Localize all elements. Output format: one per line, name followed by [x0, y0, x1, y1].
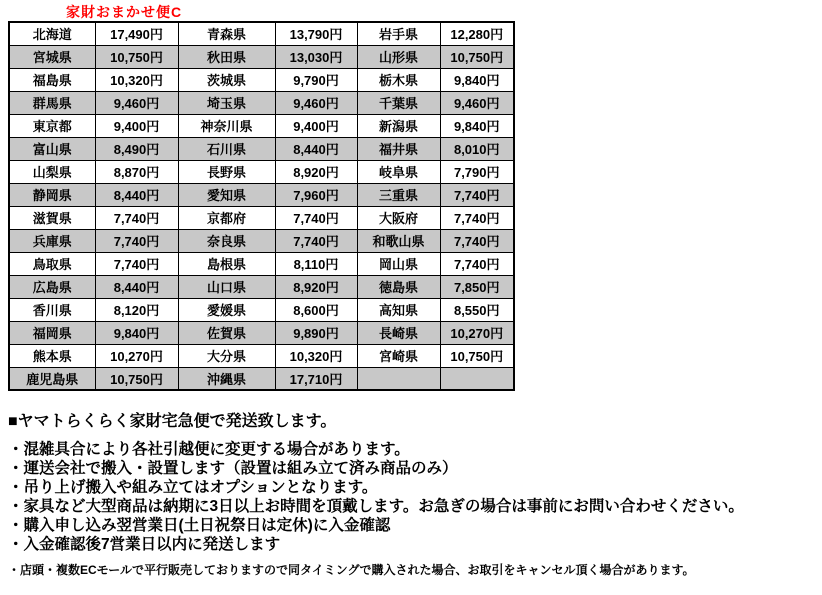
price-cell: 9,460円 — [440, 91, 514, 114]
prefecture-cell: 大阪府 — [357, 206, 440, 229]
price-cell: 10,270円 — [95, 344, 178, 367]
price-cell: 7,740円 — [275, 206, 357, 229]
prefecture-cell: 兵庫県 — [9, 229, 95, 252]
price-cell: 8,600円 — [275, 298, 357, 321]
prefecture-cell: 長野県 — [178, 160, 275, 183]
note-bullet: ・運送会社で搬入・設置します（設置は組み立て済み商品のみ） — [8, 460, 458, 477]
prefecture-cell: 京都府 — [178, 206, 275, 229]
price-cell: 7,740円 — [275, 229, 357, 252]
table-row — [9, 114, 514, 137]
table-row — [9, 298, 514, 321]
table-row — [9, 68, 514, 91]
note-bullet: ・入金確認後7営業日以内に発送します — [8, 536, 281, 553]
price-cell: 10,320円 — [275, 344, 357, 367]
note-bullet: ・家具など大型商品は納期に3日以上お時間を頂戴します。お急ぎの場合は事前にお問い合わせください。 — [8, 498, 744, 515]
table-row — [9, 344, 514, 367]
price-cell: 7,740円 — [440, 206, 514, 229]
price-cell: 8,490円 — [95, 137, 178, 160]
prefecture-cell: 福井県 — [357, 137, 440, 160]
prefecture-cell: 福岡県 — [9, 321, 95, 344]
price-cell: 7,740円 — [440, 183, 514, 206]
prefecture-cell: 山口県 — [178, 275, 275, 298]
prefecture-cell: 宮城県 — [9, 45, 95, 68]
shipping-notes — [8, 413, 816, 577]
prefecture-cell: 福島県 — [9, 68, 95, 91]
price-cell: 7,740円 — [95, 229, 178, 252]
prefecture-cell: 宮崎県 — [357, 344, 440, 367]
prefecture-cell: 新潟県 — [357, 114, 440, 137]
price-cell: 7,850円 — [440, 275, 514, 298]
price-cell: 7,740円 — [95, 206, 178, 229]
prefecture-cell: 愛知県 — [178, 183, 275, 206]
prefecture-cell: 神奈川県 — [178, 114, 275, 137]
prefecture-cell: 茨城県 — [178, 68, 275, 91]
price-cell: 10,750円 — [95, 367, 178, 390]
price-cell: 9,400円 — [95, 114, 178, 137]
prefecture-cell: 三重県 — [357, 183, 440, 206]
prefecture-cell: 佐賀県 — [178, 321, 275, 344]
prefecture-cell: 熊本県 — [9, 344, 95, 367]
price-cell: 8,550円 — [440, 298, 514, 321]
prefecture-cell — [357, 367, 440, 390]
price-cell: 12,280円 — [440, 22, 514, 45]
table-row — [9, 45, 514, 68]
price-cell: 7,790円 — [440, 160, 514, 183]
table-row — [9, 183, 514, 206]
prefecture-cell: 岩手県 — [357, 22, 440, 45]
price-cell: 8,920円 — [275, 160, 357, 183]
prefecture-cell: 滋賀県 — [9, 206, 95, 229]
prefecture-cell: 香川県 — [9, 298, 95, 321]
price-cell: 8,920円 — [275, 275, 357, 298]
price-cell: 10,750円 — [440, 344, 514, 367]
price-cell: 13,790円 — [275, 22, 357, 45]
notes-bullet-list — [8, 440, 816, 554]
prefecture-cell: 青森県 — [178, 22, 275, 45]
table-row — [9, 367, 514, 390]
prefecture-cell: 岡山県 — [357, 252, 440, 275]
notes-heading: ■ヤマトらくらく家財宅急便で発送致します。 — [8, 413, 337, 430]
prefecture-cell: 石川県 — [178, 137, 275, 160]
prefecture-cell: 栃木県 — [357, 68, 440, 91]
prefecture-cell: 千葉県 — [357, 91, 440, 114]
price-cell: 10,270円 — [440, 321, 514, 344]
prefecture-cell: 埼玉県 — [178, 91, 275, 114]
price-cell: 8,120円 — [95, 298, 178, 321]
page-title: 家財おまかせ便C — [66, 4, 183, 20]
table-row — [9, 206, 514, 229]
prefecture-cell: 和歌山県 — [357, 229, 440, 252]
prefecture-cell: 奈良県 — [178, 229, 275, 252]
price-cell: 10,750円 — [440, 45, 514, 68]
price-cell: 10,750円 — [95, 45, 178, 68]
table-row — [9, 229, 514, 252]
table-row — [9, 22, 514, 45]
prefecture-cell: 富山県 — [9, 137, 95, 160]
price-cell: 9,400円 — [275, 114, 357, 137]
price-cell: 9,460円 — [95, 91, 178, 114]
price-cell: 8,440円 — [95, 275, 178, 298]
price-cell: 9,460円 — [275, 91, 357, 114]
price-cell: 8,870円 — [95, 160, 178, 183]
prefecture-cell: 山形県 — [357, 45, 440, 68]
prefecture-cell: 島根県 — [178, 252, 275, 275]
price-cell: 9,840円 — [440, 68, 514, 91]
table-row — [9, 91, 514, 114]
prefecture-cell: 秋田県 — [178, 45, 275, 68]
prefecture-cell: 北海道 — [9, 22, 95, 45]
price-cell: 9,790円 — [275, 68, 357, 91]
prefecture-cell: 高知県 — [357, 298, 440, 321]
prefecture-cell: 鳥取県 — [9, 252, 95, 275]
prefecture-cell: 静岡県 — [9, 183, 95, 206]
prefecture-cell: 岐阜県 — [357, 160, 440, 183]
prefecture-cell: 大分県 — [178, 344, 275, 367]
price-cell: 9,890円 — [275, 321, 357, 344]
note-bullet: ・混雑具合により各社引越便に変更する場合があります。 — [8, 441, 410, 458]
price-cell: 8,110円 — [275, 252, 357, 275]
shipping-fee-table — [8, 21, 515, 391]
shipping-fee-table-body — [9, 22, 514, 390]
price-cell: 10,320円 — [95, 68, 178, 91]
prefecture-cell: 沖縄県 — [178, 367, 275, 390]
table-row — [9, 137, 514, 160]
prefecture-cell: 広島県 — [9, 275, 95, 298]
price-cell: 7,740円 — [95, 252, 178, 275]
price-cell: 7,960円 — [275, 183, 357, 206]
prefecture-cell: 群馬県 — [9, 91, 95, 114]
table-row — [9, 252, 514, 275]
table-row — [9, 275, 514, 298]
prefecture-cell: 長崎県 — [357, 321, 440, 344]
price-cell: 9,840円 — [440, 114, 514, 137]
price-cell: 7,740円 — [440, 252, 514, 275]
price-cell: 9,840円 — [95, 321, 178, 344]
table-row — [9, 321, 514, 344]
price-cell — [440, 367, 514, 390]
prefecture-cell: 山梨県 — [9, 160, 95, 183]
prefecture-cell: 鹿児島県 — [9, 367, 95, 390]
prefecture-cell: 徳島県 — [357, 275, 440, 298]
price-cell: 17,490円 — [95, 22, 178, 45]
prefecture-cell: 東京都 — [9, 114, 95, 137]
price-cell: 8,440円 — [275, 137, 357, 160]
price-cell: 8,010円 — [440, 137, 514, 160]
prefecture-cell: 愛媛県 — [178, 298, 275, 321]
price-cell: 8,440円 — [95, 183, 178, 206]
price-cell: 7,740円 — [440, 229, 514, 252]
note-bullet: ・吊り上げ搬入や組み立てはオプションとなります。 — [8, 479, 378, 496]
notes-footnote: ・店頭・複数ECモールで平行販売しておりますので同タイミングで購入された場合、お取引をキャンセル頂く場合があります。 — [8, 563, 695, 577]
note-bullet: ・購入申し込み翌営業日(土日祝祭日は定休)に入金確認 — [8, 517, 391, 534]
price-cell: 17,710円 — [275, 367, 357, 390]
table-row — [9, 160, 514, 183]
price-cell: 13,030円 — [275, 45, 357, 68]
